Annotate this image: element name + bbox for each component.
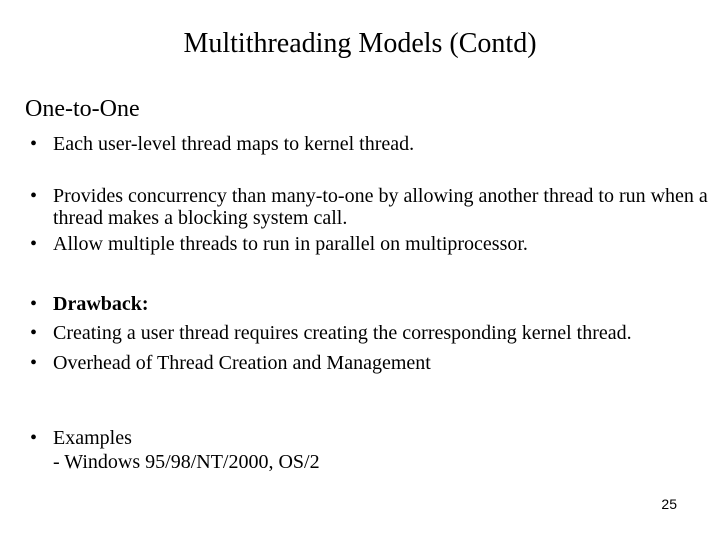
- bullet-item: [30, 293, 710, 315]
- bullet-dot: •: [30, 427, 38, 449]
- examples-list: - Windows 95/98/NT/2000, OS/2: [53, 451, 320, 473]
- bullet-dot: •: [30, 233, 38, 255]
- bullet-text-drawback: Drawback:: [53, 293, 149, 315]
- bullet-group-advantages: [30, 185, 710, 255]
- bullet-dot: •: [30, 293, 38, 315]
- bullet-dot: •: [30, 133, 38, 155]
- slide-title: Multithreading Models (Contd): [183, 28, 537, 59]
- bullet-item: [30, 322, 710, 344]
- bullet-text: Examples: [53, 427, 132, 449]
- bullet-text: Creating a user thread requires creating the corresponding kernel thread.: [53, 322, 632, 344]
- bullet-group-mapping: [30, 133, 710, 155]
- bullet-text: Provides concurrency than many-to-one by allowing another thread to run when a thread makes a blocking system call.: [53, 185, 708, 229]
- bullet-item: [30, 133, 710, 155]
- bullet-group-drawbacks: [30, 293, 710, 374]
- bullet-item: [30, 427, 710, 449]
- bullet-item: [30, 185, 710, 229]
- bullet-dot: •: [30, 322, 38, 344]
- bullet-text: Overhead of Thread Creation and Management: [53, 352, 431, 374]
- bullet-item: [30, 352, 710, 374]
- page-number: 25: [661, 496, 677, 512]
- bullet-text: Each user-level thread maps to kernel thread.: [53, 133, 415, 155]
- section-heading: One-to-One: [25, 96, 140, 122]
- bullet-item: [30, 233, 710, 255]
- bullet-group-examples: [30, 427, 710, 475]
- bullet-dot: •: [30, 352, 38, 374]
- bullet-text: Allow multiple threads to run in parallel on multiprocessor.: [53, 233, 528, 255]
- bullet-dot: •: [30, 185, 38, 207]
